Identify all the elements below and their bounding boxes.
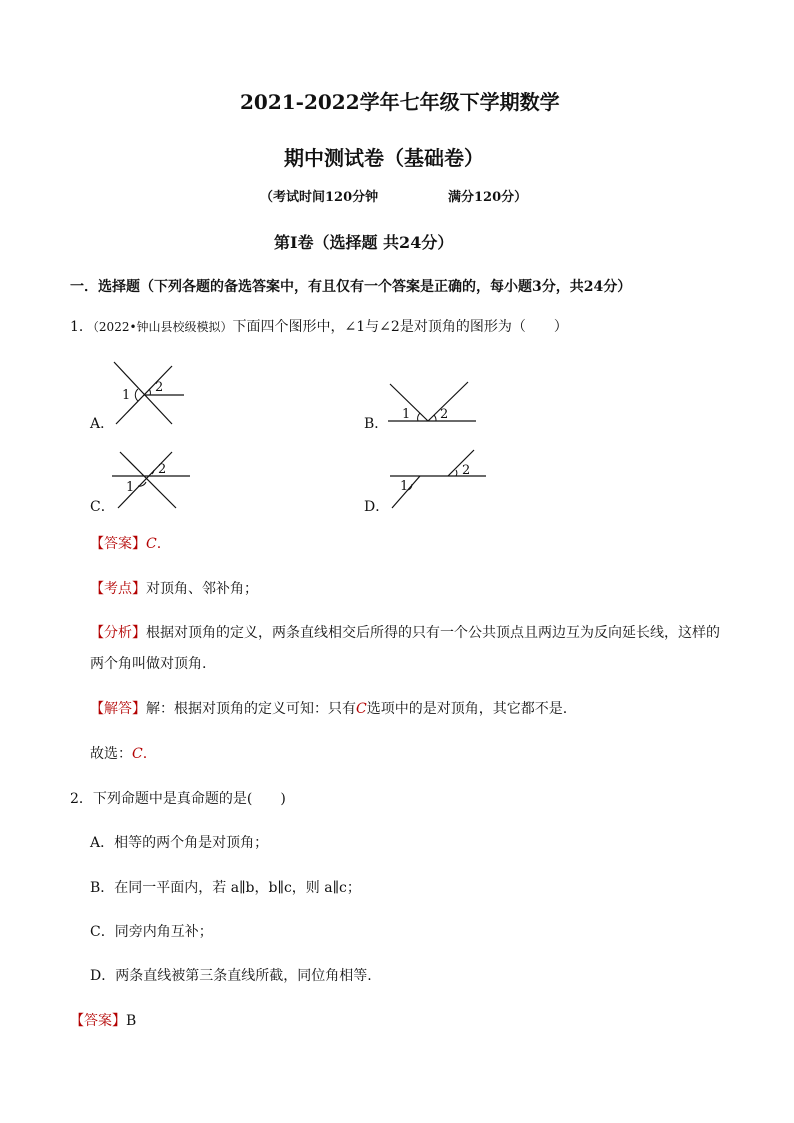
q1-jieda-text-a: 解：根据对顶角的定义可知：只有 (146, 701, 356, 717)
document-title: 2021-2022学年七年级下学期数学 (240, 90, 560, 114)
q1-jieda-c: C (356, 701, 367, 717)
q1-stem-line (70, 316, 568, 336)
figure-d-label-1: 1 (400, 479, 409, 494)
q1-option-c-letter: C． (90, 499, 115, 515)
figure-c-label-1: 1 (126, 480, 135, 495)
q1-guxuan-text: 故选： (90, 746, 132, 762)
figure-b-label-1: 1 (402, 407, 411, 422)
figure-a-label-1: 1 (122, 388, 131, 403)
section-heading: 一．选择题（下列各题的备选答案中，有且仅有一个答案是正确的，每小题3分，共24分） (70, 279, 632, 295)
q1-guxuan-c: C (132, 746, 143, 762)
q1-answer-line (90, 533, 161, 553)
figure-c-label-2: 2 (158, 462, 167, 477)
q2-option-c: C．同旁内角互补； (90, 924, 213, 940)
q1-number: 1． (70, 319, 93, 335)
figure-b (384, 378, 480, 428)
q1-stem: 下面四个图形中，∠1与∠2是对顶角的图形为（ ） (232, 319, 568, 335)
q1-jieda-tag: 【解答】 (90, 701, 146, 717)
figure-a (108, 358, 198, 428)
q1-answer-value: C (146, 536, 157, 552)
q1-fenxi-text1: 根据对顶角的定义，两条直线相交后所得的只有一个公共顶点且两边互为反向延长线，这样的 (146, 625, 720, 641)
q1-option-d-letter: D． (364, 499, 390, 515)
q1-guxuan-end: . (142, 746, 148, 762)
q2-answer-line (70, 1010, 136, 1030)
figure-a-label-2: 2 (155, 380, 164, 395)
q1-kaodian-text: 对顶角、邻补角； (146, 581, 258, 597)
exam-time: （考试时间120分钟 (260, 190, 379, 205)
q1-option-a-letter: A． (90, 416, 115, 432)
figure-c (108, 446, 198, 514)
full-score: 满分120分） (448, 190, 528, 205)
q1-source: （2022•钟山县校级模拟） (92, 320, 233, 334)
q1-guxuan-line (90, 743, 147, 763)
figure-d-label-2: 2 (462, 463, 471, 478)
figure-b-label-2: 2 (440, 407, 449, 422)
q1-kaodian-tag: 【考点】 (90, 581, 146, 597)
q2-stem: 2．下列命题中是真命题的是( ) (70, 791, 286, 807)
q1-option-b-letter: B． (364, 416, 389, 432)
q2-option-b: B．在同一平面内，若 a∥b，b∥c，则 a∥c； (90, 880, 361, 896)
q1-answer-end: . (156, 536, 162, 552)
q1-fenxi-line1 (90, 622, 720, 642)
q1-fenxi-tag: 【分析】 (90, 625, 146, 641)
q2-option-a: A．相等的两个角是对顶角； (90, 835, 269, 851)
q1-jieda-line (90, 698, 567, 718)
figure-d (384, 446, 490, 512)
q1-kaodian-line (90, 578, 258, 598)
volume-title: 第Ⅰ卷（选择题 共24分） (274, 233, 454, 252)
document-subtitle: 期中测试卷（基础卷） (284, 146, 484, 170)
q1-fenxi-line2: 两个角叫做对顶角. (90, 656, 207, 672)
q2-option-d: D．两条直线被第三条直线所截，同位角相等. (90, 968, 372, 984)
q1-answer-tag: 【答案】 (90, 536, 146, 552)
q2-answer-value: B (126, 1013, 137, 1029)
q1-jieda-text-b: 选项中的是对顶角，其它都不是. (366, 701, 568, 717)
q2-answer-tag: 【答案】 (70, 1013, 126, 1029)
